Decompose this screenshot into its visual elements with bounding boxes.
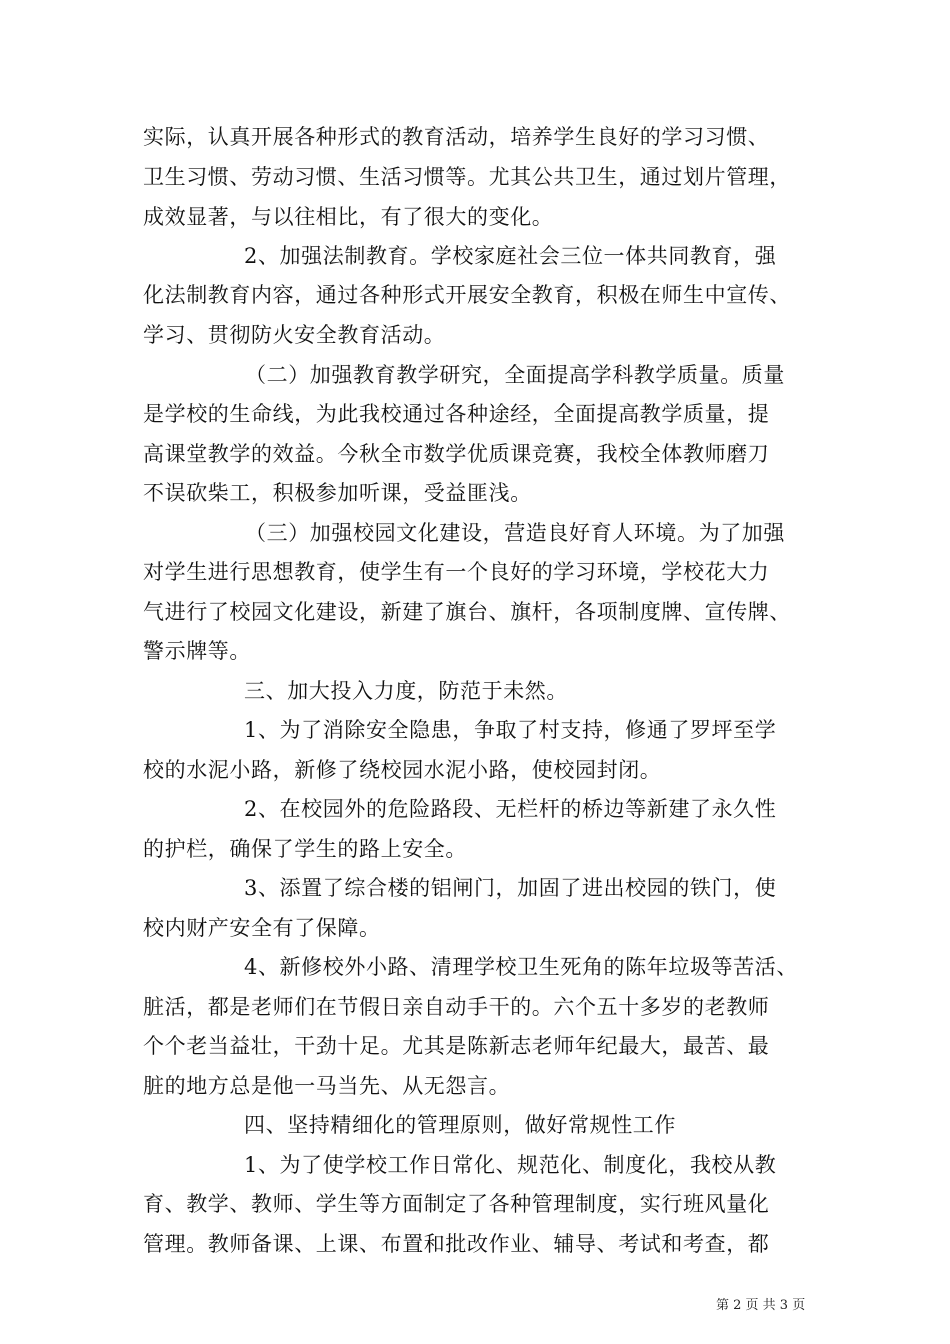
text-line-10: 不误砍柴工，积极参加听课，受益匪浅。 xyxy=(143,481,532,505)
text-line-1: 实际，认真开展各种形式的教育活动，培养学生良好的学习习惯、 xyxy=(143,125,770,149)
text-line-24: 个个老当益壮，干劲十足。尤其是陈新志老师年纪最大，最苦、最 xyxy=(143,1034,770,1058)
text-line-17: 校的水泥小路，新修了绕校园水泥小路，使校园封闭。 xyxy=(143,758,662,782)
text-line-7: （二）加强教育教学研究，全面提高学科教学质量。质量 xyxy=(245,363,785,387)
text-line-14: 警示牌等。 xyxy=(143,639,251,663)
text-line-28: 育、教学、教师、学生等方面制定了各种管理制度，实行班风量化 xyxy=(143,1192,770,1216)
text-line-8: 是学校的生命线，为此我校通过各种途经，全面提高教学质量，提 xyxy=(143,402,770,426)
text-line-29: 管理。教师备课、上课、布置和批改作业、辅导、考试和考查，都 xyxy=(143,1232,770,1256)
text-line-16: 1、为了消除安全隐患，争取了村支持，修通了罗坪至学 xyxy=(244,718,777,742)
text-line-4: 2、加强法制教育。学校家庭社会三位一体共同教育，强 xyxy=(244,244,777,268)
text-line-12: 对学生进行思想教育，使学生有一个良好的学习环境，学校花大力 xyxy=(143,560,770,584)
text-line-5: 化法制教育内容，通过各种形式开展安全教育，积极在师生中宣传、 xyxy=(143,283,791,307)
text-line-26: 四、坚持精细化的管理原则，做好常规性工作 xyxy=(244,1113,676,1137)
text-line-13: 气进行了校园文化建设，新建了旗台、旗杆，各项制度牌、宣传牌、 xyxy=(143,600,791,624)
text-line-22: 4、新修校外小路、清理学校卫生死角的陈年垃圾等苦活、 xyxy=(244,955,798,979)
text-line-2: 卫生习惯、劳动习惯、生活习惯等。尤其公共卫生，通过划片管理， xyxy=(143,165,791,189)
text-line-19: 的护栏，确保了学生的路上安全。 xyxy=(143,837,467,861)
text-line-11: （三）加强校园文化建设，营造良好育人环境。为了加强 xyxy=(245,521,785,545)
text-line-3: 成效显著，与以往相比，有了很大的变化。 xyxy=(143,205,554,229)
text-line-6: 学习、贯彻防火安全教育活动。 xyxy=(143,323,446,347)
page-number-footer: 第 2 页 共 3 页 xyxy=(716,1298,806,1313)
text-line-23: 脏活，都是老师们在节假日亲自动手干的。六个五十多岁的老教师 xyxy=(143,995,770,1019)
text-line-9: 高课堂教学的效益。今秋全市数学优质课竞赛，我校全体教师磨刀 xyxy=(143,442,770,466)
text-line-15: 三、加大投入力度，防范于未然。 xyxy=(244,679,568,703)
text-line-21: 校内财产安全有了保障。 xyxy=(143,916,381,940)
text-line-25: 脏的地方总是他一马当先、从无怨言。 xyxy=(143,1074,511,1098)
text-line-18: 2、在校园外的危险路段、无栏杆的桥边等新建了永久性 xyxy=(244,797,777,821)
text-line-27: 1、为了使学校工作日常化、规范化、制度化，我校从教 xyxy=(244,1153,777,1177)
text-line-20: 3、添置了综合楼的铝闸门，加固了进出校园的铁门，使 xyxy=(244,876,777,900)
